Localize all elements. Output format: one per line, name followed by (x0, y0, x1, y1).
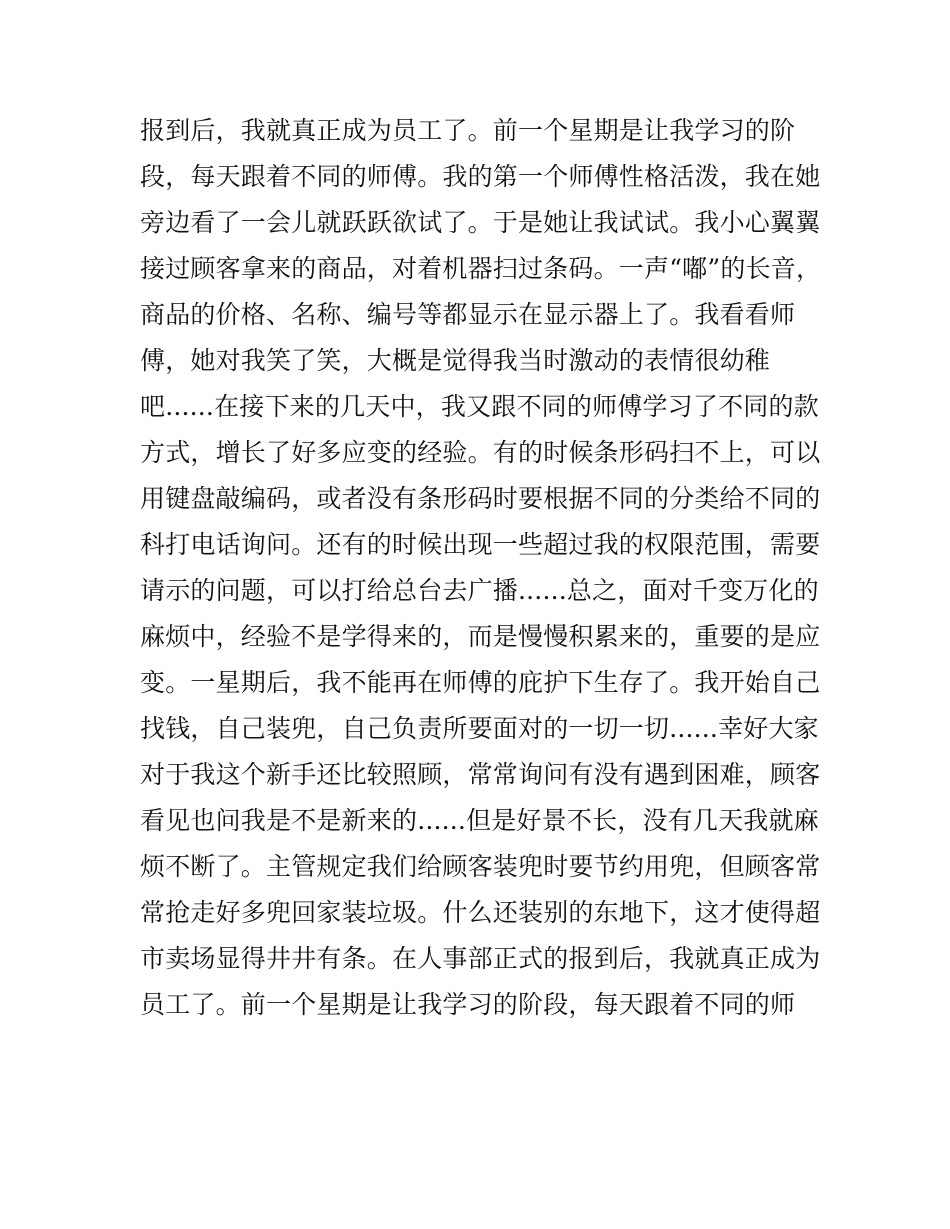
text-line: 吧......在接下来的几天中，我又跟不同的师傅学习了不同的款 (140, 392, 819, 421)
text-line: 旁边看了一会儿就跃跃欲试了。于是她让我试试。我小心翼翼 (140, 208, 821, 237)
text-line: 烦不断了。主管规定我们给顾客装兜时要节约用兜，但顾客常 (140, 852, 821, 881)
text-line: 报到后，我就真正成为员工了。前一个星期是让我学习的阶 (140, 116, 796, 145)
text-line: 常抢走好多兜回家装垃圾。什么还装别的东地下，这才使得超 (140, 898, 821, 927)
text-line: 接过顾客拿来的商品，对着机器扫过条码。一声“嘟”的长音， (140, 254, 822, 283)
text-line: 用键盘敲编码，或者没有条形码时要根据不同的分类给不同的 (140, 484, 821, 513)
text-line: 科打电话询问。还有的时候出现一些超过我的权限范围，需要 (140, 530, 821, 559)
text-line: 对于我这个新手还比较照顾，常常询问有没有遇到困难，顾客 (140, 760, 821, 789)
text-line: 员工了。前一个星期是让我学习的阶段，每天跟着不同的师 (140, 990, 796, 1019)
text-line: 方式，增长了好多应变的经验。有的时候条形码扫不上，可以 (140, 438, 821, 467)
text-line: 看见也问我是不是新来的......但是好景不长，没有几天我就麻 (140, 806, 819, 835)
text-line: 市卖场显得井井有条。在人事部正式的报到后，我就真正成为 (140, 944, 821, 973)
text-line: 找钱，自己装兜，自己负责所要面对的一切一切......幸好大家 (140, 714, 819, 743)
text-line: 商品的价格、名称、编号等都显示在显示器上了。我看看师 (140, 300, 796, 329)
text-line: 段，每天跟着不同的师傅。我的第一个师傅性格活泼，我在她 (140, 162, 821, 191)
text-line: 傅，她对我笑了笑，大概是觉得我当时激动的表情很幼稚 (140, 346, 771, 375)
text-line: 麻烦中，经验不是学得来的，而是慢慢积累来的，重要的是应 (140, 622, 821, 651)
text-line: 变。一星期后，我不能再在师傅的庇护下生存了。我开始自己 (140, 668, 821, 697)
text-line: 请示的问题，可以打给总台去广播......总之，面对千变万化的 (140, 576, 819, 605)
body-paragraph (140, 108, 820, 1028)
